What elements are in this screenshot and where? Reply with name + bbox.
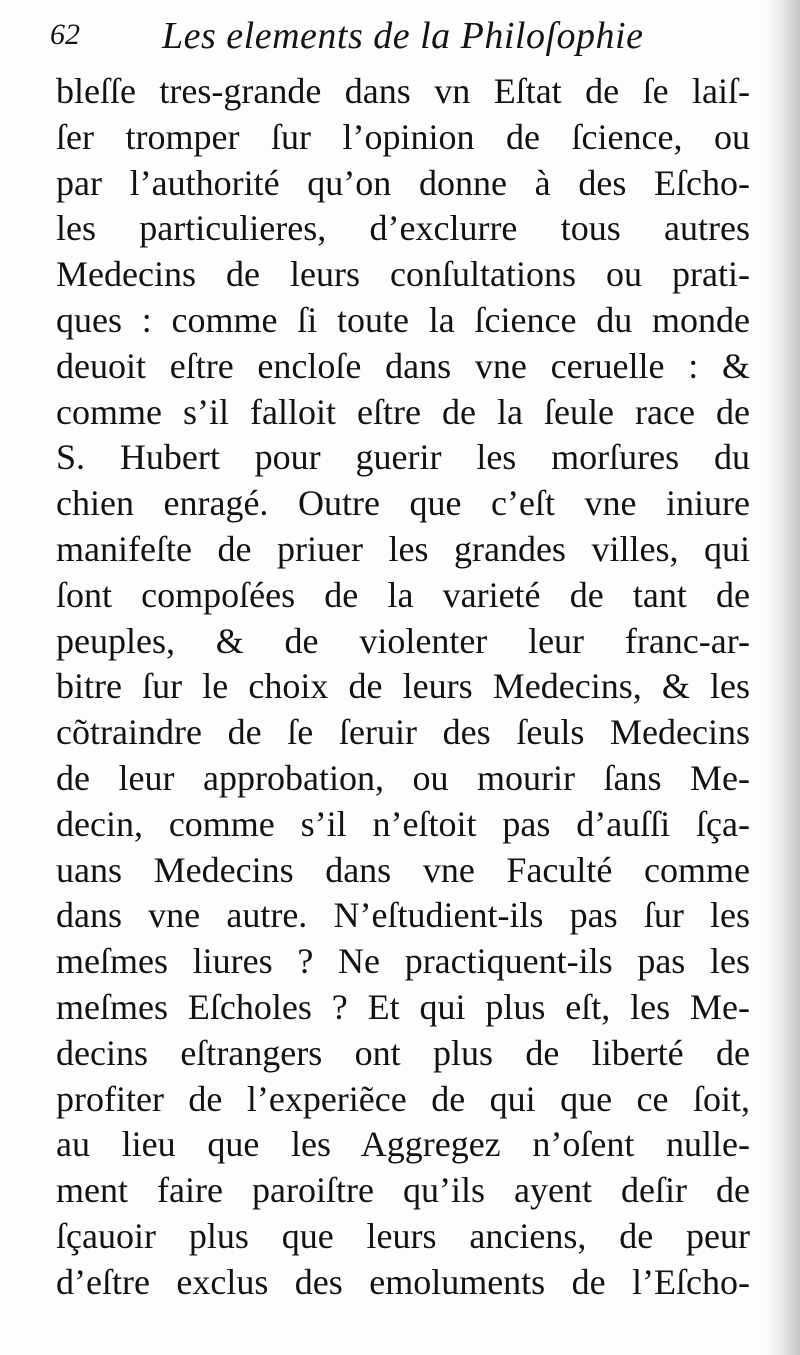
text-line: ſçauoir plus que leurs anciens, de peur — [56, 1215, 750, 1256]
text-line: cõtraindre de ſe ſeruir des ſeuls Medecins — [56, 712, 750, 753]
text-line: au lieu que les Aggregez n’oſent nulle- — [56, 1124, 750, 1165]
text-line: manifeſte de priuer les grandes villes, qui — [56, 528, 750, 569]
text-line: decins eſtrangers ont plus de liberté de — [56, 1032, 750, 1073]
text-line: meſmes liures ? Ne practiquent-ils pas les — [56, 941, 750, 982]
text-line: dans vne autre. N’eſtudient-ils pas ſur les — [56, 895, 750, 936]
text-line: Medecins de leurs conſultations ou prati- — [56, 254, 750, 295]
text-line: decin, comme s’il n’eſtoit pas d’auſſi ſça- — [56, 803, 750, 844]
text-line: deuoit eſtre encloſe dans vne ceruelle : & — [56, 345, 750, 386]
running-head — [50, 14, 750, 60]
text-line: ſer tromper ſur l’opinion de ſcience, ou — [56, 116, 750, 157]
text-line: meſmes Eſcholes ? Et qui plus eſt, les Me- — [56, 986, 750, 1027]
text-line: comme s’il falloit eſtre de la ſeule race de — [56, 391, 750, 432]
page-edge-shadow — [766, 0, 800, 1355]
text-line: peuples, & de violenter leur franc-ar- — [56, 620, 750, 661]
text-line: ques : comme ſi toute la ſcience du monde — [56, 299, 750, 340]
text-line: par l’authorité qu’on donne à des Eſcho- — [56, 162, 750, 203]
text-line: profiter de l’experiẽce de qui que ce ſoit, — [56, 1078, 750, 1119]
running-title: Les elements de la Philoſophie — [162, 15, 644, 57]
text-line: d’eſtre exclus des emoluments de l’Eſcho- — [56, 1261, 750, 1302]
text-line: les particulieres, d’exclurre tous autres — [56, 208, 750, 249]
body-text — [56, 69, 750, 1306]
text-line: bleſſe tres-grande dans vn Eſtat de ſe laiſ- — [56, 71, 750, 111]
text-line: uans Medecins dans vne Faculté comme — [56, 849, 750, 890]
text-line: chien enragé. Outre que c’eſt vne iniure — [56, 483, 750, 524]
text-line: ment faire paroiſtre qu’ils ayent deſir de — [56, 1170, 750, 1211]
text-line: bitre ſur le choix de leurs Medecins, & les — [56, 666, 750, 707]
text-line: ſont compoſées de la varieté de tant de — [56, 574, 750, 615]
text-line: S. Hubert pour guerir les morſures du — [56, 437, 750, 478]
text-line: de leur approbation, ou mourir ſans Me- — [56, 757, 750, 798]
page-number: 62 — [50, 18, 80, 51]
